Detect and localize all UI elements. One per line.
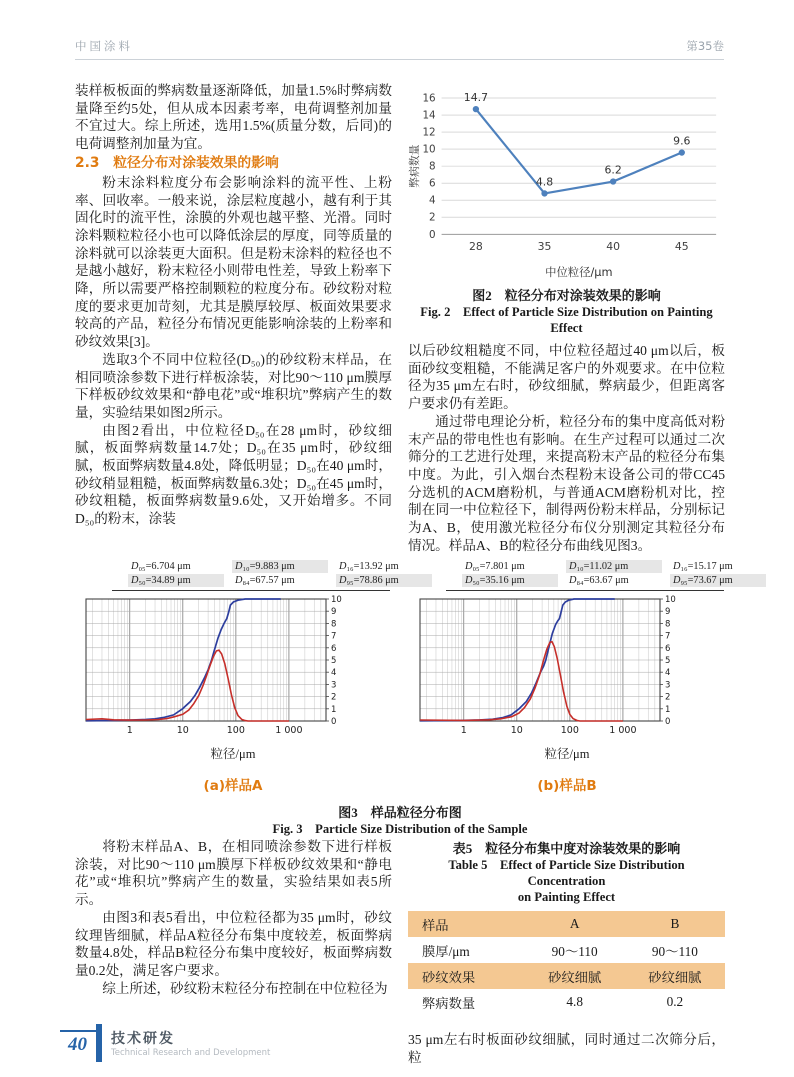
- table5-caption-en: Table 5 Effect of Particle Size Distribution Concentration: [448, 858, 685, 888]
- stat-value: D₅₀=35.16 μm: [462, 574, 558, 587]
- svg-text:9.6: 9.6: [673, 134, 691, 148]
- table-cell: 90～110: [651, 943, 698, 959]
- svg-text:3: 3: [331, 680, 337, 691]
- svg-text:10: 10: [422, 143, 436, 156]
- svg-text:6.2: 6.2: [604, 163, 622, 177]
- paragraph: 粉末涂料粒度分布会影响涂料的流平性、上粉率、回收率。一般来说，涂层粒度越小，越有利于其固化时的流平性，涂膜的外观也越平整、光滑。同时涂料颗粒粒径小也可以降低涂层的厚度，同等质量的涂料就可以涂装更大面积。但是粉末涂料的粒径也不是越小越好，粉末粒径小则带电性差，导致上粉率下降，所以需要严格控制颗粒的粒度分布。砂纹粉对粒度的要求更加苛刻，尤其是膜厚较厚、板面效果要求较高的产品，粒径分布情况更能影响涂装的上粉率和砂纹效果[3]。: [75, 174, 392, 350]
- svg-text:1: 1: [331, 704, 337, 715]
- svg-text:7: 7: [665, 631, 671, 642]
- table-cell: 弊病数量: [422, 995, 476, 1011]
- fig3a-percentile-stats: [128, 560, 399, 587]
- svg-text:2: 2: [429, 211, 436, 224]
- svg-text:100: 100: [226, 725, 245, 736]
- figure-3: [72, 560, 733, 837]
- stat-value: D₅₀=34.89 μm: [128, 574, 224, 587]
- svg-text:1: 1: [460, 725, 467, 736]
- svg-text:7: 7: [331, 631, 337, 642]
- svg-text:6: 6: [665, 643, 671, 654]
- table5: [408, 911, 725, 1015]
- page-header: [75, 38, 724, 60]
- fig3b-percentile-stats: [462, 560, 733, 587]
- table-cell: 砂纹细腻: [548, 969, 602, 985]
- table5-caption: [408, 840, 725, 905]
- svg-text:28: 28: [468, 240, 483, 254]
- footer-page-number: 40: [60, 1030, 96, 1057]
- svg-text:9: 9: [331, 607, 337, 618]
- svg-text:2: 2: [665, 692, 671, 703]
- paragraph: 以后砂纹粗糙度不同，中位粒径超过40 μm以后，板面砂纹变粗糙，不能满足客户的外观要求。在中位粒径为35 μm左右时，砂纹细腻，弊病最少，但距离客户要求仍有差距。: [408, 343, 725, 412]
- section-heading-2-3: 2.3 粒径分布对涂装效果的影响: [75, 154, 279, 171]
- table-cell: 90～110: [551, 943, 598, 959]
- svg-text:2: 2: [331, 692, 337, 703]
- table-cell: 膜厚/μm: [422, 943, 470, 959]
- table-cell: 砂纹细腻: [648, 969, 702, 985]
- svg-text:6: 6: [331, 643, 337, 654]
- footer-dept-cn: 技术研发: [111, 1031, 175, 1047]
- svg-text:4: 4: [665, 668, 671, 679]
- fig3-caption-en: Fig. 3 Particle Size Distribution of the Sample: [272, 822, 528, 836]
- stats-divider: [112, 590, 390, 591]
- fig3b-panel-label: (b)样品B: [537, 778, 597, 794]
- stat-value: D₁₆=15.17 μm: [673, 561, 733, 572]
- svg-text:16: 16: [422, 92, 436, 105]
- fig3a-xaxis-label: 粒径/μm: [210, 747, 256, 761]
- table-row: [408, 989, 725, 1015]
- svg-text:8: 8: [429, 160, 436, 173]
- svg-text:12: 12: [422, 126, 436, 139]
- svg-text:1 000: 1 000: [275, 725, 303, 736]
- fig3-panels: [72, 560, 733, 794]
- table-row: [408, 937, 725, 963]
- fig3b-distribution-chart: [406, 593, 722, 741]
- table-header-cell: B: [670, 916, 680, 931]
- paragraph: 综上所述，砂纹粉末粒径分布控制在中位粒径为: [102, 980, 388, 996]
- svg-text:10: 10: [331, 595, 342, 605]
- svg-text:10: 10: [176, 725, 189, 736]
- stat-value: D₁₆=13.92 μm: [339, 561, 399, 572]
- table-row: [408, 963, 725, 989]
- svg-text:4.8: 4.8: [535, 175, 554, 189]
- svg-text:35: 35: [537, 240, 552, 254]
- fig3a-panel-label: (a)样品A: [203, 778, 263, 794]
- stat-value: D₁₀=9.883 μm: [232, 560, 328, 573]
- svg-text:14.7: 14.7: [463, 91, 488, 105]
- top-columns: [75, 82, 725, 562]
- footer-divider-bar: [96, 1024, 102, 1062]
- fig3a-distribution-chart: [72, 593, 388, 741]
- svg-text:0: 0: [665, 717, 671, 727]
- table-header-cell: 样品: [422, 917, 449, 933]
- svg-text:3: 3: [665, 680, 671, 691]
- fig2-caption: [408, 287, 725, 336]
- stat-value: D₉₅=73.67 μm: [670, 574, 766, 587]
- svg-text:14: 14: [422, 109, 436, 122]
- stat-value: D₁₀=11.02 μm: [566, 560, 662, 573]
- journal-title: 中国涂料: [75, 39, 133, 53]
- table-header-cell: A: [569, 916, 580, 931]
- footer-dept-en: Technical Research and Development: [111, 1048, 271, 1058]
- table-cell: 0.2: [666, 994, 684, 1009]
- stats-divider: [446, 590, 724, 591]
- footer-department: [111, 1030, 270, 1059]
- bottom-right-column: [408, 838, 725, 1065]
- svg-text:1 000: 1 000: [609, 725, 637, 736]
- paragraph: 由图2看出，中位粒径D₅₀在28 μm时，砂纹细腻，板面弊病数量14.7处；D₅₀在35 μm时，砂纹细腻，板面弊病数量4.8处，降低明显；D₅₀在40 μm时，砂纹稍显粗糙，板面弊病数量6.3处；D₅₀在45 μm时，砂纹粗糙，板面弊病数量9.6处，又开始增多。不同D₅₀的粉末，涂装: [75, 422, 392, 527]
- fig3-panel-a: [72, 560, 399, 794]
- svg-text:8: 8: [665, 619, 671, 630]
- svg-text:10: 10: [665, 595, 676, 605]
- svg-text:1: 1: [665, 704, 671, 715]
- paragraph: 装样板板面的弊病数量逐渐降低，加量1.5%时弊病数量降至约5处，但从成本因素考率，电荷调整剂加量不宜过大。综上所述，选用1.5%(质量分数，后同)的电荷调整剂加量为宜。: [75, 83, 392, 152]
- svg-text:8: 8: [331, 619, 337, 630]
- fig2-caption-cn: 图2 粒径分布对涂装效果的影响: [472, 288, 661, 303]
- fig2-line-chart: [408, 82, 726, 280]
- table-cell: 4.8: [566, 994, 583, 1009]
- svg-text:45: 45: [674, 240, 689, 254]
- svg-text:中位粒径/μm: 中位粒径/μm: [545, 264, 613, 279]
- fig3-caption: [72, 804, 728, 837]
- figure-2: [408, 82, 725, 336]
- svg-text:100: 100: [560, 725, 579, 736]
- paragraph: 由图3和表5看出，中位粒径都为35 μm时，砂纹纹理皆细腻，样品A粒径分布集中度较差，板面弊病数量4.8处，样品B粒径分布集中度较好，板面弊病数量0.2处，满足客户要求。: [75, 909, 392, 978]
- table5-caption-en2: on Painting Effect: [517, 890, 616, 904]
- volume-label: 第35卷: [686, 39, 724, 53]
- stat-value: D₈₄=67.57 μm: [235, 575, 295, 586]
- fig3-panel-b: [406, 560, 733, 794]
- paragraph: 通过带电理论分析，粒径分布的集中度高低对粉末产品的带电性也有影响。在生产过程可以通过二次筛分的工艺进行处理，来提高粉末产品的粒径分布集中度。为此，引入烟台杰程粉末设备公司的带CC45分选机的ACM磨粉机，与普通ACM磨粉机对比，控制在同一中位粒径下，制得两份粉末样品，分别标记为A、B，使用激光粒径分布仪分别测定其粒径分布情况。样品A、B的粒径分布曲线见图3。: [408, 413, 725, 553]
- table-cell: 砂纹效果: [422, 969, 476, 985]
- svg-text:弊病数量: 弊病数量: [408, 144, 421, 188]
- paragraph: 35 μm左右时板面砂纹细腻，同时通过二次筛分后，粒: [408, 1032, 725, 1065]
- fig2-caption-en: Fig. 2 Effect of Particle Size Distribution on Painting: [420, 305, 713, 319]
- stat-value: D₉₅=78.86 μm: [336, 574, 432, 587]
- bottom-left-column: [75, 838, 392, 1020]
- svg-text:9: 9: [665, 607, 671, 618]
- svg-text:1: 1: [126, 725, 133, 736]
- svg-text:4: 4: [429, 194, 436, 207]
- paragraph: 将粉末样品A、B，在相同喷涂参数下进行样板涂装，对比90～110 μm膜厚下样板砂纹效果和“静电花”或“堆积坑”弊病产生的数量，实验结果如表5所示。: [75, 839, 392, 908]
- svg-text:0: 0: [429, 228, 436, 241]
- svg-text:6: 6: [429, 177, 436, 190]
- svg-text:40: 40: [606, 240, 621, 254]
- table-header-row: [408, 911, 725, 937]
- svg-text:10: 10: [510, 725, 523, 736]
- fig3-caption-cn: 图3 样品粒径分布图: [338, 805, 462, 820]
- left-column: [75, 82, 392, 562]
- svg-text:5: 5: [665, 656, 671, 666]
- stat-value: D₀₅=6.704 μm: [131, 561, 191, 572]
- page-footer: [60, 1030, 270, 1062]
- svg-text:5: 5: [331, 656, 337, 666]
- right-column: [408, 82, 725, 562]
- paragraph: 选取3个不同中位粒径(D₅₀)的砂纹粉末样品，在相同喷涂参数下进行样板涂装，对比90～110 μm膜厚下样板砂纹效果和“静电花”或“堆积坑”弊病产生的数量，实验结果如图2所示。: [75, 351, 392, 420]
- svg-text:4: 4: [331, 668, 337, 679]
- table5-caption-cn: 表5 粒径分布集中度对涂装效果的影响: [452, 841, 681, 856]
- stat-value: D₈₄=63.67 μm: [569, 575, 629, 586]
- fig2-caption-en2: Effect: [550, 321, 583, 335]
- svg-text:0: 0: [331, 717, 337, 727]
- stat-value: D₀₅=7.801 μm: [465, 561, 525, 572]
- fig3b-xaxis-label: 粒径/μm: [544, 747, 590, 761]
